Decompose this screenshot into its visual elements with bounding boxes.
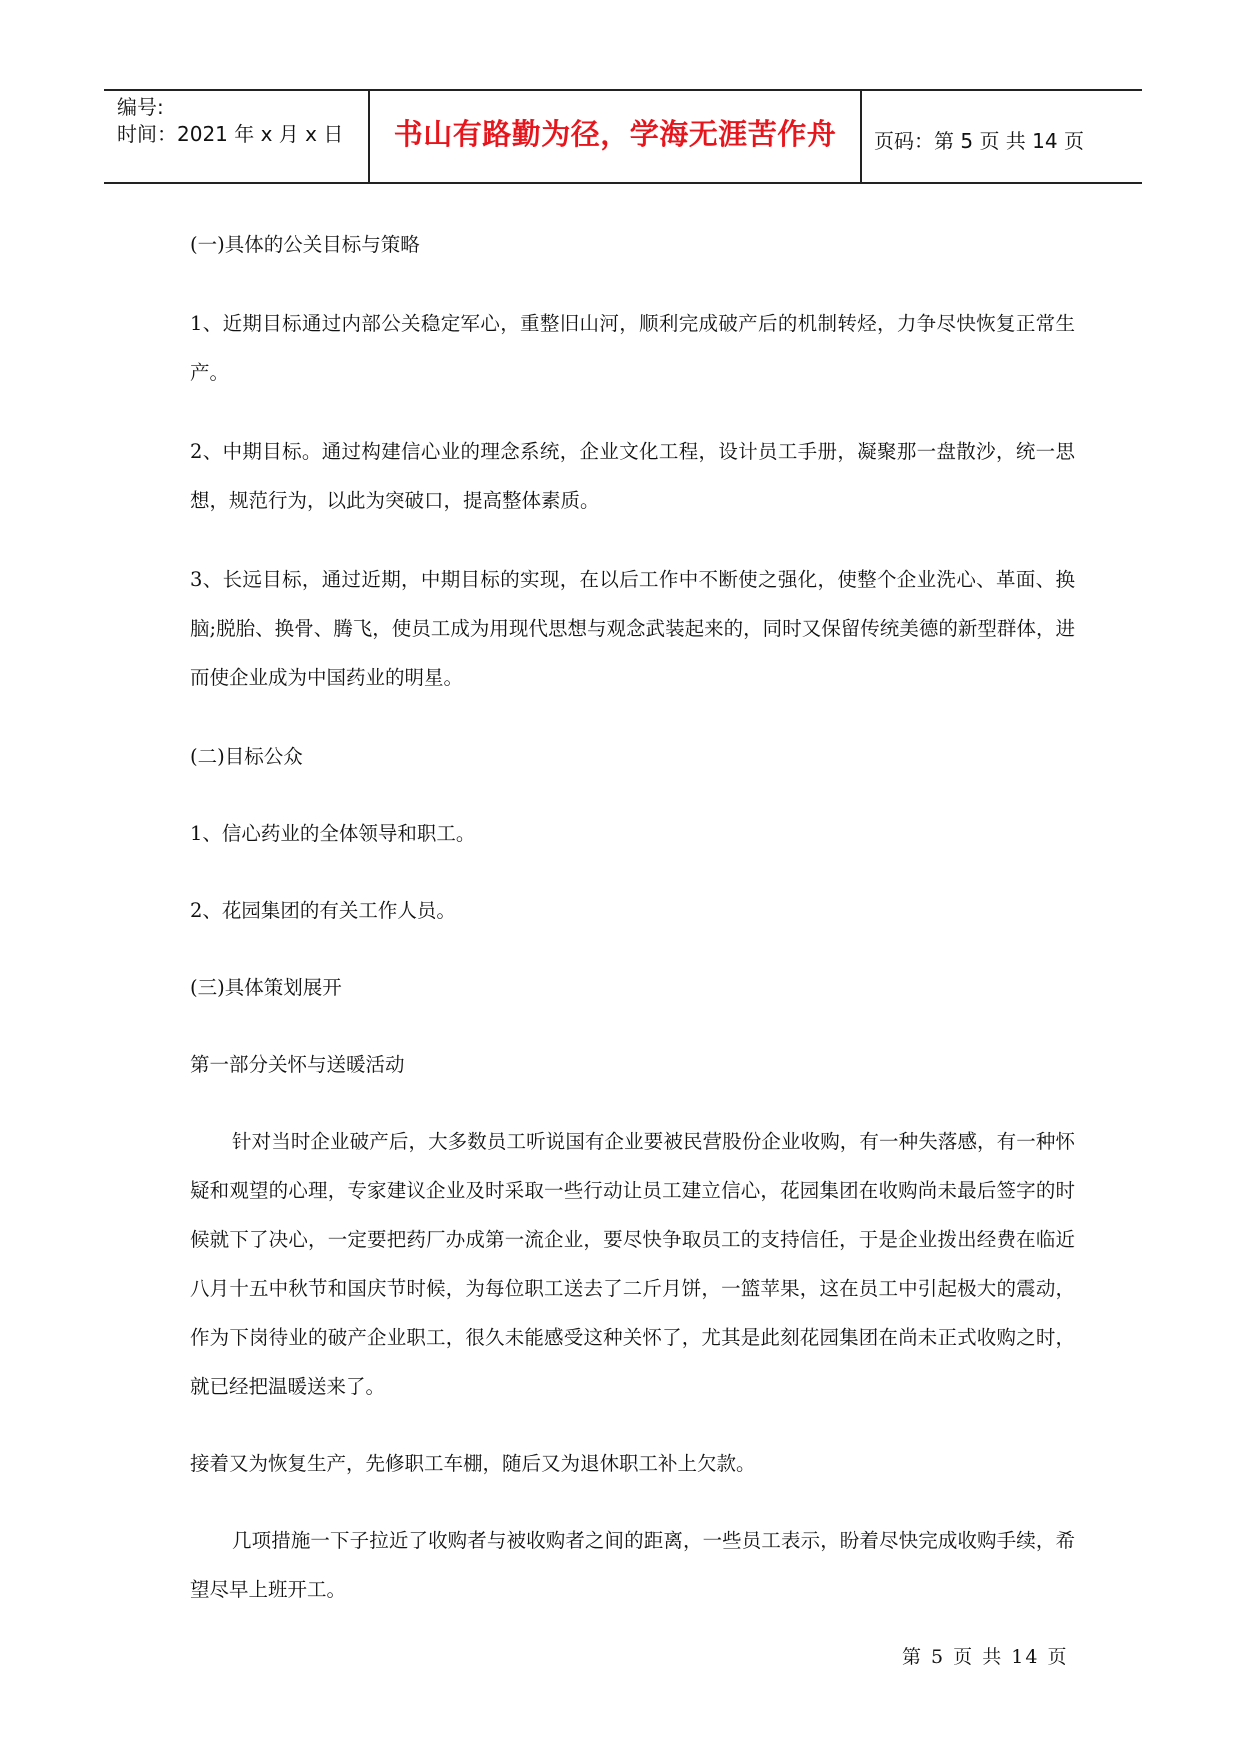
- paragraph-measures-effect: 几项措施一下子拉近了收购者与被收购者之间的距离，一些员工表示，盼着尽快完成收购手续，希望尽早上班开工。: [190, 1529, 1075, 1601]
- header-meta: [117, 94, 362, 148]
- paragraph-care-activity: 针对当时企业破产后，大多数员工听说国有企业要被民营股份企业收购，有一种失落感，有一种怀疑和观望的心理，专家建议企业及时采取一些行动让员工建立信心，花园集团在收购尚未最后签字的时候就下了决心，一定要把药厂办成第一流企业，要尽快争取员工的支持信任，于是企业拨出经费在临近八月十五中秋节和国庆节时候，为每位职工送去了二斤月饼，一篮苹果，这在员工中引起极大的震动，作为下岗待业的破产企业职工，很久未能感受这种关怀了，尤其是此刻花园集团在尚未正式收购之时，就已经把温暖送来了。: [190, 1130, 1075, 1398]
- paragraph-mid-term-goal: 2、中期目标。通过构建信心业的理念系统，企业文化工程，设计员工手册，凝聚那一盘散沙，统一思想，规范行为，以此为突破口，提高整体素质。: [190, 440, 1075, 512]
- document-body: [190, 220, 1075, 1614]
- header-bottom-rule: [104, 182, 1142, 184]
- list-item-audience-2: 2、花园集团的有关工作人员。: [190, 899, 456, 922]
- paragraph-long-term-goal: 3、长远目标，通过近期，中期目标的实现，在以后工作中不断使之强化，使整个企业洗心、革面、换脑;脱胎、换骨、腾飞，使员工成为用现代思想与观念武装起来的，同时又保留传统美德的新型群体，进而使企业成为中国药业的明星。: [190, 568, 1075, 689]
- header-top-rule: [104, 89, 1142, 91]
- footer-page-number: 第 5 页 共 14 页: [902, 1646, 1069, 1668]
- section-heading-2: (二)目标公众: [190, 745, 303, 768]
- section-heading-3: (三)具体策划展开: [190, 976, 342, 999]
- time-label: 时间：2021 年 x 月 x 日: [117, 122, 344, 146]
- list-item-audience-1: 1、信心药业的全体领导和职工。: [190, 822, 476, 845]
- header-motto: 书山有路勤为径，学海无涯苦作舟: [393, 117, 837, 151]
- section-heading-1: (一)具体的公关目标与策略: [190, 233, 420, 256]
- part-heading-1: 第一部分关怀与送暖活动: [190, 1053, 405, 1076]
- header-page-indicator: 页码：第 5 页 共 14 页: [874, 129, 1084, 153]
- header-divider-right: [860, 89, 862, 184]
- paragraph-near-term-goal: 1、近期目标通过内部公关稳定军心，重整旧山河，顺利完成破产后的机制转烃，力争尽快恢复正常生产。: [190, 312, 1075, 384]
- header-divider-left: [368, 89, 370, 184]
- paragraph-restore-production: 接着又为恢复生产，先修职工车棚，随后又为退休职工补上欠款。: [190, 1452, 756, 1475]
- serial-label: 编号:: [117, 95, 164, 119]
